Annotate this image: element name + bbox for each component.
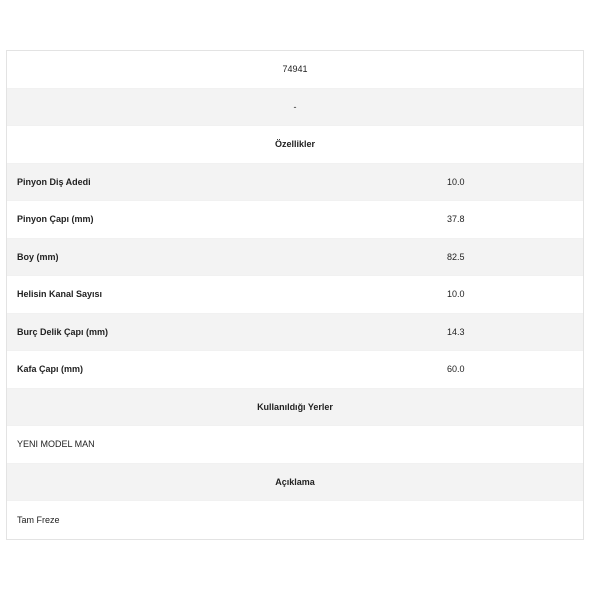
product-subtitle: - bbox=[293, 101, 297, 112]
description-row bbox=[7, 501, 583, 539]
spec-value: 14.3 bbox=[447, 326, 465, 337]
table-row bbox=[7, 164, 583, 202]
description-heading: Açıklama bbox=[275, 476, 315, 487]
product-code: 74941 bbox=[282, 64, 308, 75]
description-heading-row bbox=[7, 464, 583, 502]
table-row bbox=[7, 276, 583, 314]
spec-label: Kafa Çapı (mm) bbox=[17, 364, 84, 375]
specs-heading: Özellikler bbox=[274, 139, 316, 150]
spec-value: 10.0 bbox=[447, 289, 465, 300]
spec-label: Boy (mm) bbox=[17, 251, 59, 262]
table-row bbox=[7, 239, 583, 277]
table-row bbox=[7, 351, 583, 389]
usage-heading-row bbox=[7, 389, 583, 427]
spec-value: 60.0 bbox=[447, 364, 465, 375]
description-text: Tam Freze bbox=[17, 514, 60, 525]
spec-value: 10.0 bbox=[447, 176, 465, 187]
spec-value: 37.8 bbox=[447, 214, 465, 225]
spec-label: Burç Delik Çapı (mm) bbox=[17, 326, 109, 337]
specs-heading-row bbox=[7, 126, 583, 164]
table-row bbox=[7, 201, 583, 239]
product-code-row bbox=[7, 51, 583, 89]
spec-table bbox=[6, 50, 584, 540]
usage-text: YENI MODEL MAN bbox=[17, 439, 95, 450]
usage-heading: Kullanıldığı Yerler bbox=[257, 401, 333, 412]
spec-value: 82.5 bbox=[447, 251, 465, 262]
product-subtitle-row bbox=[7, 89, 583, 127]
spec-label: Helisin Kanal Sayısı bbox=[17, 289, 103, 300]
table-row bbox=[7, 314, 583, 352]
spec-label: Pinyon Çapı (mm) bbox=[17, 214, 94, 225]
spec-label: Pinyon Diş Adedi bbox=[17, 176, 91, 187]
usage-row bbox=[7, 426, 583, 464]
